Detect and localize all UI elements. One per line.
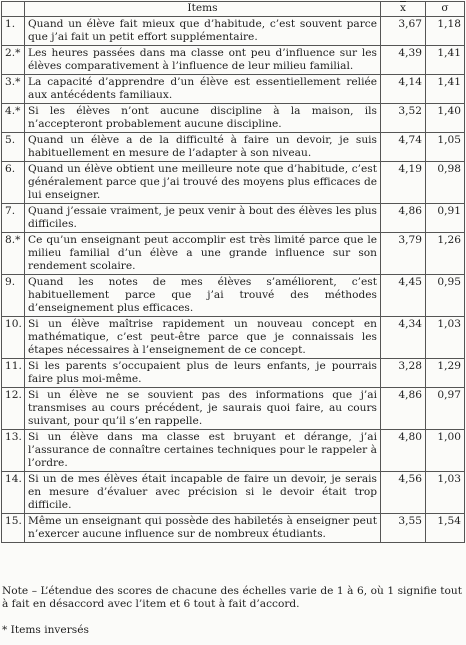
- item-standard-deviation: 1,03: [426, 317, 465, 359]
- item-text: Si les parents s’occupaient plus de leurs enfants, je pourrais faire plus moi-même.: [25, 359, 381, 388]
- item-number: 2.*: [2, 46, 25, 75]
- table-body: [2, 17, 465, 543]
- item-number: 12.: [2, 388, 25, 430]
- item-mean: 4,86: [381, 204, 426, 233]
- item-standard-deviation: 1,41: [426, 75, 465, 104]
- item-mean: 4,45: [381, 275, 426, 317]
- item-standard-deviation: 1,03: [426, 472, 465, 514]
- item-text: Si un de mes élèves était incapable de faire un devoir, je serais en mesure d’évaluer avec précision si le devoir était trop difficile.: [25, 472, 381, 514]
- item-number: 14.: [2, 472, 25, 514]
- inverted-items-note: * Items inversés: [2, 624, 89, 636]
- table-row: [2, 204, 465, 233]
- item-standard-deviation: 1,29: [426, 359, 465, 388]
- item-number: 15.: [2, 514, 25, 543]
- item-number: 1.: [2, 17, 25, 46]
- item-text: Ce qu’un enseignant peut accomplir est très limité parce que le milieu familial d’un élève a une grande influence sur son rendement scolaire.: [25, 233, 381, 275]
- item-standard-deviation: 1,00: [426, 430, 465, 472]
- item-number: 4.*: [2, 104, 25, 133]
- item-standard-deviation: 0,97: [426, 388, 465, 430]
- table-row: [2, 317, 465, 359]
- table-row: [2, 75, 465, 104]
- item-number: 7.: [2, 204, 25, 233]
- item-text: Si un élève ne se souvient pas des informations que j’ai transmises au cours précédent, je saurais quoi faire, au cours suivant, pour qu’il s’en rappelle.: [25, 388, 381, 430]
- table-note: Note – L’étendue des scores de chacune des échelles varie de 1 à 6, où 1 signifie tout à fait en désaccord avec l’item et 6 tout à fait d’accord.: [2, 585, 462, 610]
- item-mean: 4,86: [381, 388, 426, 430]
- item-text: La capacité d’apprendre d’un élève est essentiellement reliée aux antécédents familiaux.: [25, 75, 381, 104]
- item-mean: 4,56: [381, 472, 426, 514]
- item-standard-deviation: 0,91: [426, 204, 465, 233]
- table-row: [2, 17, 465, 46]
- item-text: Même un enseignant qui possède des habiletés à enseigner peut n’exercer aucune influence sur de nombreux étudiants.: [25, 514, 381, 543]
- item-mean: 4,34: [381, 317, 426, 359]
- item-mean: 3,52: [381, 104, 426, 133]
- item-text: Si un élève maîtrise rapidement un nouveau concept en mathématique, c’est peut-être parce que je connaissais les étapes nécessaires à l’enseignement de ce concept.: [25, 317, 381, 359]
- item-mean: 4,74: [381, 133, 426, 162]
- item-number: 10.: [2, 317, 25, 359]
- item-standard-deviation: 1,54: [426, 514, 465, 543]
- item-number: 5.: [2, 133, 25, 162]
- item-mean: 3,28: [381, 359, 426, 388]
- item-mean: 3,79: [381, 233, 426, 275]
- item-mean: 4,39: [381, 46, 426, 75]
- item-text: Si un élève dans ma classe est bruyant et dérange, j’ai l’assurance de connaître certaines techniques pour le rappeler à l’ordre.: [25, 430, 381, 472]
- item-mean: 3,55: [381, 514, 426, 543]
- item-mean: 4,14: [381, 75, 426, 104]
- item-text: Quand un élève fait mieux que d’habitude, c’est souvent parce que j’ai fait un petit effort supplémentaire.: [25, 17, 381, 46]
- item-text: Quand un élève a de la difficulté à faire un devoir, je suis habituellement en mesure de l’adapter à son niveau.: [25, 133, 381, 162]
- table-row: [2, 162, 465, 204]
- item-mean: 3,67: [381, 17, 426, 46]
- table-row: [2, 359, 465, 388]
- item-standard-deviation: 1,41: [426, 46, 465, 75]
- table-header: [2, 2, 465, 17]
- item-number: 8.*: [2, 233, 25, 275]
- item-number: 13.: [2, 430, 25, 472]
- mean-symbol: $\overline{x}$: [400, 2, 406, 14]
- table-row: [2, 430, 465, 472]
- header-row: [2, 2, 465, 17]
- item-number: 6.: [2, 162, 25, 204]
- item-text: Si les élèves n’ont aucune discipline à la maison, ils n’accepteront probablement aucune discipline.: [25, 104, 381, 133]
- header-standard-deviation: σ: [426, 2, 465, 17]
- items-table: [1, 1, 465, 543]
- table-row: [2, 233, 465, 275]
- header-number: [2, 2, 25, 17]
- table-row: [2, 46, 465, 75]
- item-mean: 4,80: [381, 430, 426, 472]
- item-standard-deviation: 1,26: [426, 233, 465, 275]
- item-number: 9.: [2, 275, 25, 317]
- item-standard-deviation: 0,95: [426, 275, 465, 317]
- item-standard-deviation: 1,40: [426, 104, 465, 133]
- table-row: [2, 133, 465, 162]
- header-items: Items: [25, 2, 381, 17]
- table-row: [2, 472, 465, 514]
- item-mean: 4,19: [381, 162, 426, 204]
- item-number: 11.: [2, 359, 25, 388]
- item-text: Quand j’essaie vraiment, je peux venir à bout des élèves les plus difficiles.: [25, 204, 381, 233]
- table-row: [2, 388, 465, 430]
- item-number: 3.*: [2, 75, 25, 104]
- item-text: Les heures passées dans ma classe ont peu d’influence sur les élèves comparativement à l’influence de leur milieu familial.: [25, 46, 381, 75]
- header-mean: [381, 2, 426, 17]
- table-row: [2, 514, 465, 543]
- item-standard-deviation: 1,18: [426, 17, 465, 46]
- item-text: Quand un élève obtient une meilleure note que d’habitude, c’est généralement parce que j’ai trouvé des moyens plus efficaces de lui enseigner.: [25, 162, 381, 204]
- item-standard-deviation: 1,05: [426, 133, 465, 162]
- table-row: [2, 104, 465, 133]
- item-standard-deviation: 0,98: [426, 162, 465, 204]
- item-text: Quand les notes de mes élèves s’améliorent, c’est habituellement parce que j’ai trouvé des méthodes d’enseignement plus efficaces.: [25, 275, 381, 317]
- table-row: [2, 275, 465, 317]
